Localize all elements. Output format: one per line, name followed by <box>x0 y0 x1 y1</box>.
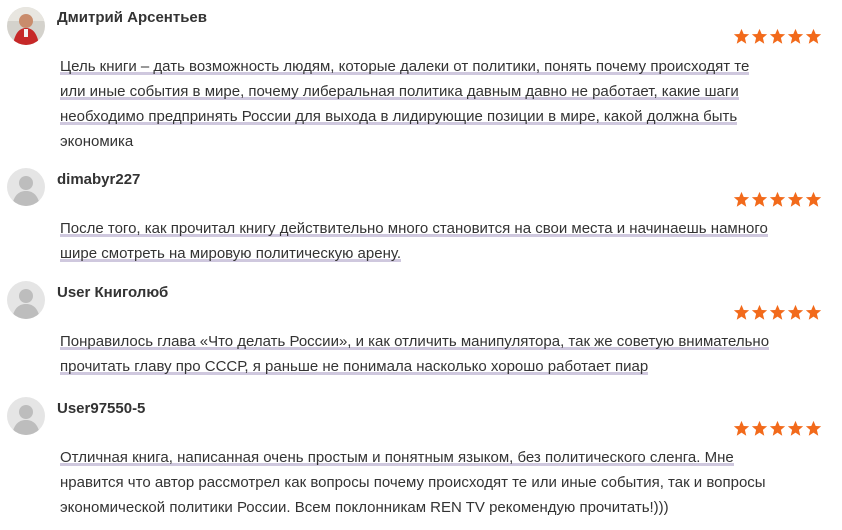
rating-stars <box>733 304 822 321</box>
review-text <box>60 216 830 266</box>
rating-stars <box>733 191 822 208</box>
avatar[interactable] <box>7 281 45 319</box>
user-photo-icon <box>7 7 45 45</box>
review-text <box>60 445 830 520</box>
avatar[interactable] <box>7 397 45 435</box>
review-line: экономической политики России. Всем поклонникам REN TV рекомендую прочитать!))) <box>60 499 669 516</box>
review-line: прочитать главу про СССР, я раньше не понимала насколько хорошо работает пиар <box>60 358 649 375</box>
review-line: необходимо предпринять России для выхода в лидирующие позиции в мире, какой должна быть <box>60 108 738 125</box>
default-avatar-icon <box>7 397 45 435</box>
star-icon <box>805 420 822 437</box>
avatar[interactable] <box>7 168 45 206</box>
star-icon <box>805 28 822 45</box>
review-author[interactable]: User97550-5 <box>57 400 146 417</box>
rating-stars <box>733 420 822 437</box>
avatar[interactable] <box>7 7 45 45</box>
star-icon <box>787 191 804 208</box>
review-line: или иные события в мире, почему либеральная политика давным давно не работает, какие шаги <box>60 83 739 100</box>
star-icon <box>733 420 750 437</box>
review-line: нравится что автор рассмотрел как вопросы почему происходят те или иные события, так и вопросы <box>60 474 766 491</box>
default-avatar-icon <box>7 168 45 206</box>
star-icon <box>805 304 822 321</box>
star-icon <box>769 191 786 208</box>
star-icon <box>733 304 750 321</box>
review-author[interactable]: Дмитрий Арсентьев <box>57 9 207 26</box>
star-icon <box>805 191 822 208</box>
star-icon <box>751 420 768 437</box>
star-icon <box>769 304 786 321</box>
review-line: Понравилось глава «Что делать России», и как отличить манипулятора, так же советую внимательно <box>60 333 770 350</box>
review-author[interactable]: dimabyr227 <box>57 171 141 188</box>
review-line: шире смотреть на мировую политическую арену. <box>60 245 402 262</box>
star-icon <box>787 304 804 321</box>
star-icon <box>769 420 786 437</box>
star-icon <box>733 28 750 45</box>
star-icon <box>751 28 768 45</box>
review-author[interactable]: User Книголюб <box>57 284 169 301</box>
star-icon <box>751 191 768 208</box>
default-avatar-icon <box>7 281 45 319</box>
star-icon <box>787 28 804 45</box>
star-icon <box>787 420 804 437</box>
rating-stars <box>733 28 822 45</box>
review-text <box>60 329 830 379</box>
star-icon <box>751 304 768 321</box>
review-line: После того, как прочитал книгу действительно много становится на свои места и начинаешь намного <box>60 220 768 237</box>
review-line: Отличная книга, написанная очень простым и понятным языком, без политического сленга. Мне <box>60 449 734 466</box>
star-icon <box>769 28 786 45</box>
review-line: экономика <box>60 133 134 150</box>
star-icon <box>733 191 750 208</box>
review-line: Цель книги – дать возможность людям, которые далеки от политики, понять почему происходят те <box>60 58 750 75</box>
review-text <box>60 54 830 154</box>
